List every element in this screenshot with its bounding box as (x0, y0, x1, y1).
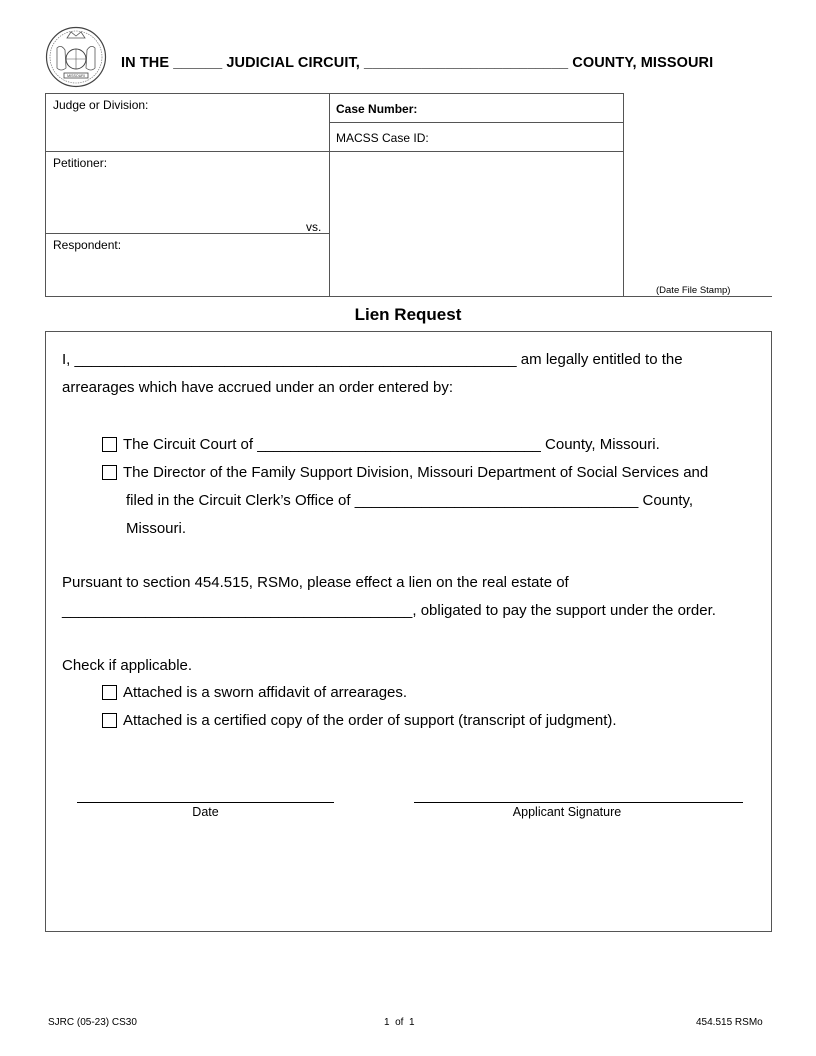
family-support-option-line2: filed in the Circuit Clerk’s Office of __________________________________ County, (126, 492, 694, 509)
date-label: Date (192, 805, 219, 819)
circuit-court-checkbox[interactable] (102, 437, 117, 452)
pursuant-line1: Pursuant to section 454.515, RSMo, please effect a lien on the real estate of (62, 574, 569, 591)
case-number-label: Case Number: (336, 102, 418, 116)
macss-case-id-label: MACSS Case ID: (336, 131, 429, 145)
caption-rule (45, 151, 330, 152)
certified-copy-checkbox[interactable] (102, 713, 117, 728)
date-file-stamp-label: (Date File Stamp) (656, 285, 731, 296)
date-stamp-rule (624, 296, 772, 297)
arrearages-line: arrearages which have accrued under an order entered by: (62, 379, 454, 396)
caption-rule (45, 233, 330, 234)
statute-reference: 454.515 RSMo (696, 1017, 763, 1028)
family-support-division-checkbox[interactable] (102, 465, 117, 480)
caption-divider (329, 93, 330, 297)
date-signature-line[interactable] (77, 802, 334, 803)
judge-division-label: Judge or Division: (53, 98, 149, 112)
page-number: 1 of 1 (384, 1017, 415, 1028)
applicant-signature-line[interactable] (414, 802, 743, 803)
family-support-option-line1: The Director of the Family Support Division, Missouri Department of Social Services and (123, 464, 709, 481)
caption-box (45, 93, 624, 297)
sworn-affidavit-checkbox[interactable] (102, 685, 117, 700)
family-support-option-line3: Missouri. (126, 520, 187, 537)
pursuant-line2: __________________________________________, obligated to pay the support under the order. (62, 602, 716, 619)
circuit-heading: IN THE ______ JUDICIAL CIRCUIT, _________________________ COUNTY, MISSOURI (121, 55, 714, 71)
caption-rule (329, 151, 624, 152)
request-body-box (45, 331, 772, 932)
applicant-signature-label: Applicant Signature (512, 805, 622, 819)
caption-rule (329, 122, 624, 123)
certified-copy-label: Attached is a certified copy of the order of support (transcript of judgment). (123, 712, 617, 729)
respondent-label: Respondent: (53, 238, 122, 252)
form-code: SJRC (05-23) CS30 (48, 1017, 137, 1028)
missouri-state-seal (45, 26, 107, 88)
applicant-entitlement-line: I, _____________________________________________________ am legally entitled to the (62, 351, 683, 368)
svg-text:MISSOURI: MISSOURI (67, 74, 85, 78)
sworn-affidavit-label: Attached is a sworn affidavit of arrearages. (123, 684, 408, 701)
check-if-applicable-heading: Check if applicable. (62, 657, 193, 674)
form-title: Lien Request (354, 305, 462, 324)
versus-label: vs. (306, 220, 322, 234)
circuit-court-option: The Circuit Court of __________________________________ County, Missouri. (123, 436, 660, 453)
petitioner-label: Petitioner: (53, 156, 108, 170)
